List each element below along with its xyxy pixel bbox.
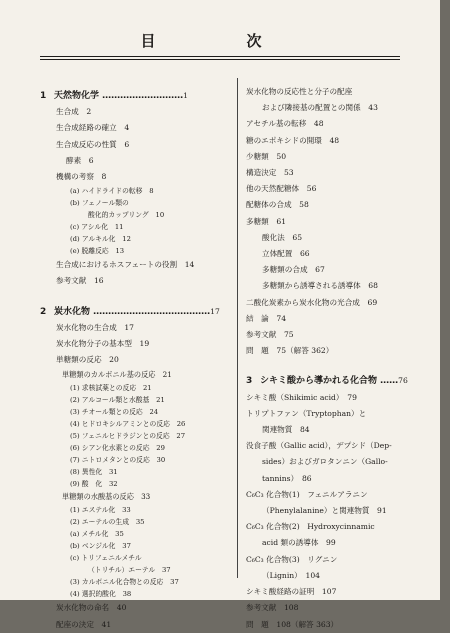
toc-chapter [40,88,232,104]
toc-entry: (9) 酸 化 32 [70,480,118,489]
title-rule [40,56,400,60]
toc-entry: 生合成 2 [56,107,92,117]
toc-entry: 生合成反応の性質 6 [56,139,130,149]
chapter-number: 2 [40,306,47,317]
toc-entry: 構造決定 53 [246,168,294,178]
section-gap [40,290,232,300]
chapter-title: 炭水化物 ………………………………… [54,306,211,317]
toc-entry: (b) フェノール類の [70,199,129,208]
toc-entry: (a) ハイドライドの転移 8 [70,187,154,196]
toc-entry: 酸化的カップリング 10 [88,211,165,220]
chapter-title: シキミ酸から導かれる化合物 …… [260,376,399,387]
toc-entry: (d) アルキル化 12 [70,235,131,244]
toc-column-right [246,84,434,633]
toc-entry: (c) アシル化 11 [70,223,124,232]
toc-entry: 配糖体の合成 58 [246,200,309,210]
toc-entry: 多糖類の合成 67 [262,265,325,275]
toc-entry: (7) ニトロメタンとの反応 30 [70,456,166,465]
toc-entry: C₆C₃ 化合物(1) フェニルアラニン [246,489,368,499]
toc-entry: (3) チオール類との反応 24 [70,408,159,417]
toc-entry: C₆C₃ 化合物(2) Hydroxycinnamic [246,522,375,532]
toc-entry: 他の天然配糖体 56 [246,184,317,194]
toc-entry: (3) カルボニル化合物との反応 37 [70,578,179,587]
toc-entry: 参考文献 16 [56,276,104,286]
toc-entry: 問 題 75（解答 362） [246,346,334,356]
toc-entry: 酵素 6 [66,155,94,165]
toc-entry: および隣接基の配置との関係 43 [262,103,378,113]
toc-entry: (e) 脱離反応 13 [70,247,125,256]
toc-entry: tannins） 86 [262,473,312,483]
toc-entry: (6) シアン化水素との反応 29 [70,444,165,453]
toc-chapter [40,304,232,320]
toc-entry: 単糖類のカルボニル基の反応 21 [62,370,172,380]
toc-entry: 単糖類の水酸基の反応 33 [62,492,151,502]
toc-entry: (1) 求核試薬との反応 21 [70,384,152,393]
toc-entry: （Phenylalanine）と関連物質 91 [262,506,387,516]
toc-entry: sides）およびガロタンニン（Gallo- [262,457,388,467]
toc-entry: C₆C₃ 化合物(3) リグニン [246,554,338,564]
toc-entry: 少糖類 50 [246,151,287,161]
chapter-page: 76 [398,376,408,386]
toc-entry: 糖のエポキシドの開環 48 [246,135,340,145]
toc-entry: (4) ヒドロキシルアミンとの反応 26 [70,420,186,429]
toc-entry: トリプトファン（Tryptophan）と [246,408,367,418]
toc-column-left [40,84,232,633]
toc-entry: 炭水化物の命名 40 [56,603,127,613]
toc-entry: シキミ酸経路の証明 107 [246,587,337,597]
toc-entry: （トリチル）エーテル 37 [88,566,171,575]
toc-entry: 二酸化炭素から炭水化物の光合成 69 [246,297,378,307]
toc-entry: 参考文献 75 [246,330,294,340]
toc-entry: 炭水化物の反応性と分子の配座 [246,87,353,96]
chapter-title: 天然物化学 ……………………… [54,91,184,101]
toc-entry: (2) エーテルの生成 35 [70,518,145,527]
toc-entry: (b) ベンジル化 37 [70,542,131,551]
toc-entry: 多糖類 61 [246,216,287,226]
toc-entry: 配座の決定 41 [56,619,112,629]
toc-entry: 生合成におけるホスフェートの役割 14 [56,260,195,270]
toc-entry: （Lignin） 104 [262,570,321,580]
toc-entry: (1) エステル化 33 [70,506,131,515]
toc-entry: アセチル基の転移 48 [246,119,324,129]
toc-entry: acid 類の誘導体 99 [262,538,336,548]
toc-entry: 没食子酸（Gallic acid），デプシド（Dep- [246,441,392,451]
toc-entry: シキミ酸（Shikimic acid） 79 [246,392,357,402]
toc-entry: 炭水化物の生合成 17 [56,322,135,332]
toc-entry: 立体配置 66 [262,249,310,259]
page-title: 目 次 [140,32,300,50]
chapter-page: 1 [183,91,188,100]
toc-entry: 多糖類から誘導される誘導体 68 [262,281,378,291]
toc-entry: (4) 選択的酸化 38 [70,590,132,599]
chapter-number: 3 [246,376,253,387]
toc-entry: 酸化法 65 [262,232,303,242]
toc-entry: 単糖類の反応 20 [56,355,119,365]
column-divider [237,78,238,578]
chapter-number: 1 [40,91,47,101]
toc-entry: 参考文献 108 [246,603,299,613]
toc-entry: 炭水化物分子の基本型 19 [56,339,150,349]
toc-entry: (8) 異性化 31 [70,468,118,477]
toc-entry: 関連物質 84 [262,425,310,435]
toc-entry: 機構の考察 8 [56,172,107,182]
toc-entry: 生合成経路の確立 4 [56,123,130,133]
section-gap [246,359,434,369]
toc-entry: (5) フェニルヒドラジンとの反応 27 [70,432,186,441]
toc-chapter [246,373,434,389]
toc-entry: (c) トリフェニルメチル [70,554,142,563]
chapter-page: 17 [210,306,220,316]
toc-entry: 問 題 108（解答 363） [246,619,339,629]
toc-entry: 結 論 74 [246,313,287,323]
toc-entry: (2) アルコール類と水酸基 21 [70,396,165,405]
toc-entry: (a) メチル化 35 [70,530,124,539]
